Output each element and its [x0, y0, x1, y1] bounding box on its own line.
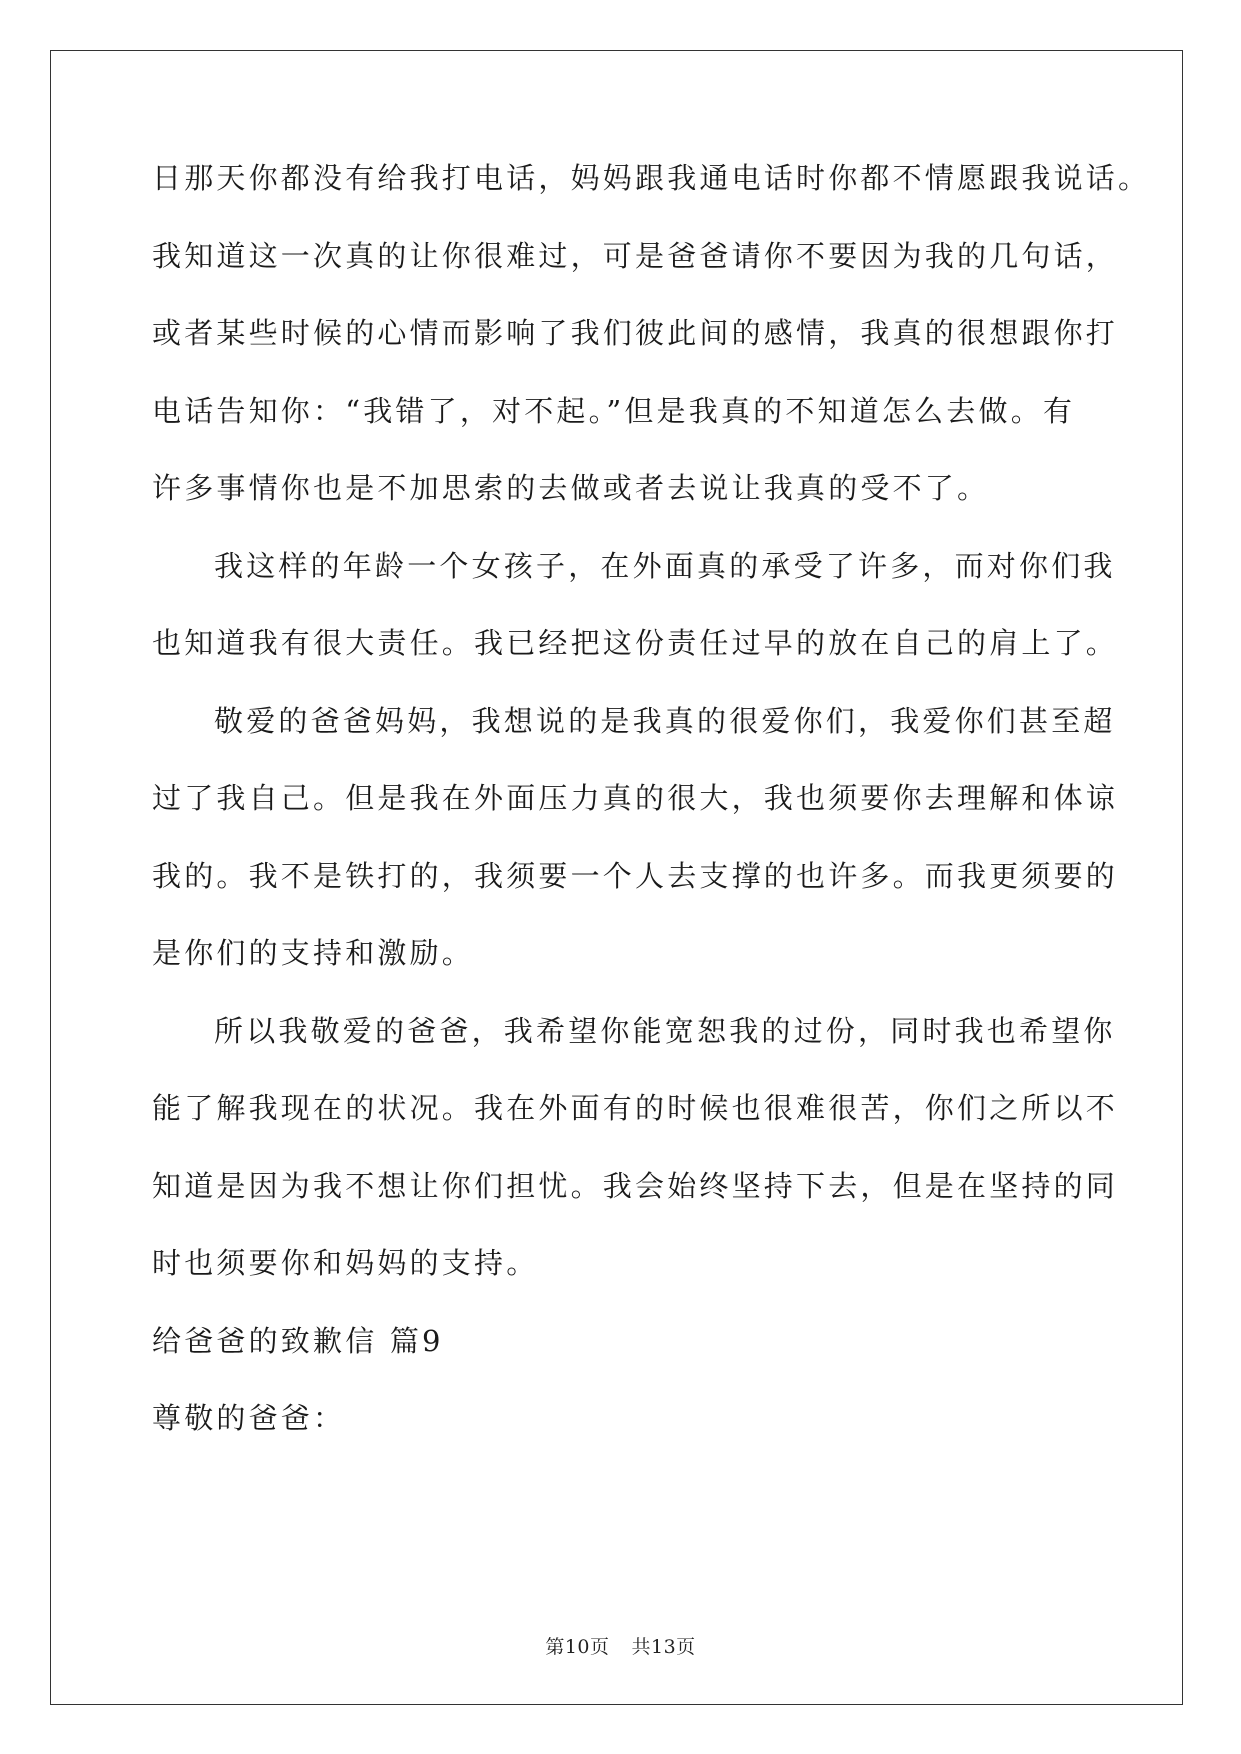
paragraph-line: 能了解我现在的状况。我在外面有的时候也很难很苦，你们之所以不	[152, 1091, 1119, 1125]
paragraph-line: 我的。我不是铁打的，我须要一个人去支撑的也许多。而我更须要的	[152, 858, 1119, 893]
paragraph-line: 我这样的年龄一个女孩子，在外面真的承受了许多，而对你们我	[214, 548, 1116, 583]
paragraph-line: 所以我敬爱的爸爸，我希望你能宽恕我的过份，同时我也希望你	[214, 1013, 1116, 1048]
salutation: 尊敬的爸爸：	[152, 1401, 346, 1435]
paragraph-line: 时也须要你和妈妈的支持。	[152, 1246, 539, 1280]
paragraph-line: 电话告知你：“我错了，对不起。”但是我真的不知道怎么去做。有	[152, 393, 1076, 428]
paragraph-line: 许多事情你也是不加思索的去做或者去说让我真的受不了。	[152, 471, 990, 505]
paragraph-line: 过了我自己。但是我在外面压力真的很大，我也须要你去理解和体谅	[152, 781, 1119, 815]
paragraph-line: 也知道我有很大责任。我已经把这份责任过早的放在自己的肩上了。	[152, 626, 1119, 660]
paragraph-line: 知道是因为我不想让你们担忧。我会始终坚持下去，但是在坚持的同	[152, 1168, 1119, 1203]
document-body	[152, 161, 1151, 1482]
page-footer	[0, 1632, 1241, 1659]
page-number-total: 共13页	[631, 1636, 696, 1658]
paragraph-line: 我知道这一次真的让你很难过，可是爸爸请你不要因为我的几句话，	[152, 238, 1119, 273]
section-heading: 给爸爸的致歉信 篇9	[152, 1323, 444, 1358]
paragraph-line: 敬爱的爸爸妈妈，我想说的是我真的很爱你们，我爱你们甚至超	[214, 703, 1116, 738]
paragraph-line: 日那天你都没有给我打电话，妈妈跟我通电话时你都不情愿跟我说话。	[152, 161, 1151, 195]
page-number-current: 第10页	[545, 1636, 610, 1658]
paragraph-line: 是你们的支持和激励。	[152, 936, 475, 970]
paragraph-line: 或者某些时候的心情而影响了我们彼此间的感情，我真的很想跟你打	[152, 316, 1119, 350]
